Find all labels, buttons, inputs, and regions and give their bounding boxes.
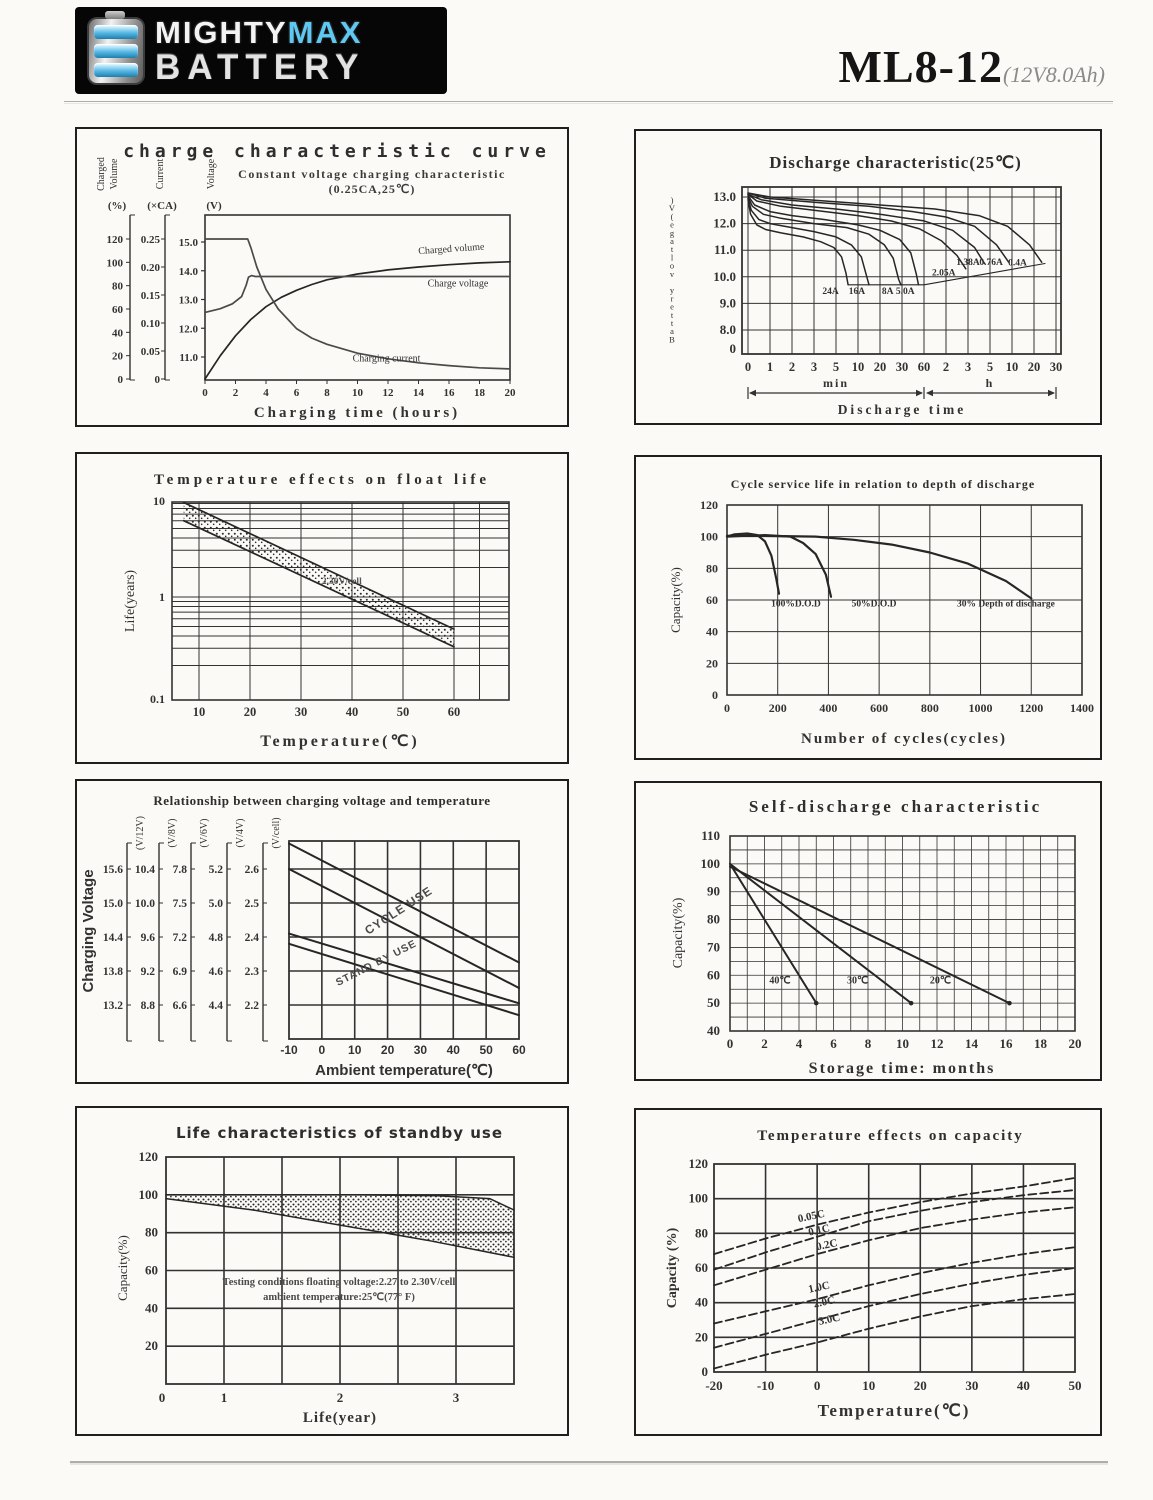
svg-text:20: 20 [112,350,123,363]
chart-title: Relationship between charging voltage and temperature [153,793,491,808]
chart-title: Cycle service life in relation to depth of discharge [730,477,1036,491]
svg-text:20: 20 [873,360,887,374]
svg-text:10.0: 10.0 [134,898,155,910]
svg-text:100%D.O.D: 100%D.O.D [771,599,821,610]
svg-text:(×CA): (×CA) [147,200,177,212]
svg-text:1200: 1200 [1019,701,1044,715]
chart-title: Life characteristics of standby use [175,1124,504,1142]
svg-text:Life(year): Life(year) [302,1410,378,1426]
grid [289,841,519,1039]
svg-text:(V/4V): (V/4V) [235,818,246,848]
svg-text:Capacity(%): Capacity(%) [668,567,683,633]
svg-text:20: 20 [145,1338,158,1354]
svg-text:30: 30 [965,1378,979,1393]
svg-text:0: 0 [813,1378,821,1393]
brand-logo [75,7,447,94]
svg-text:0: 0 [154,374,160,386]
svg-text:12.0: 12.0 [178,323,198,336]
svg-text:0: 0 [158,1390,166,1405]
svg-text:40: 40 [1016,1378,1030,1393]
svg-text:g: g [669,227,675,238]
svg-text:2.05A: 2.05A [932,268,956,279]
svg-text:6: 6 [830,1036,837,1051]
svg-text:Capacity(%): Capacity(%) [115,1235,130,1301]
svg-text:1: 1 [220,1390,228,1405]
svg-text:60: 60 [706,592,718,607]
svg-text:60: 60 [512,1043,526,1057]
svg-text:80: 80 [112,280,123,293]
svg-text:15.0: 15.0 [102,898,123,910]
svg-text:0: 0 [744,360,752,374]
cycle-service-life-chart [636,457,1100,758]
svg-text:Charge voltage: Charge voltage [427,278,489,290]
svg-text:20: 20 [504,387,516,399]
time-axis [748,376,1056,417]
svg-text:0.1: 0.1 [150,692,165,706]
svg-text:1.38A: 1.38A [956,257,980,268]
svg-text:50%D.O.D: 50%D.O.D [851,599,897,610]
svg-text:7.8: 7.8 [172,864,187,876]
chart-title: Discharge characteristic(25℃) [769,153,1022,172]
svg-text:0: 0 [729,341,736,356]
svg-text:3: 3 [964,360,972,374]
grid [742,187,1061,354]
svg-text:2.3: 2.3 [244,966,259,978]
standby-life-chart [77,1108,567,1434]
svg-text:2: 2 [788,360,796,374]
svg-text:30℃: 30℃ [847,975,869,987]
svg-text:600: 600 [870,701,889,715]
svg-text:20: 20 [1027,360,1041,374]
charge-characteristic-chart [77,129,567,425]
discharge-characteristic-chart [636,131,1100,423]
svg-text:a: a [670,326,674,337]
svg-text:r: r [670,293,674,304]
svg-text:2: 2 [761,1036,768,1051]
svg-text:80: 80 [695,1225,708,1241]
svg-text:0.4A: 0.4A [1008,258,1027,269]
svg-text:Capacity (%): Capacity (%) [665,1227,680,1309]
svg-text:2.6: 2.6 [244,864,259,876]
svg-text:Volume: Volume [109,158,120,190]
svg-text:Ambient temperature(℃): Ambient temperature(℃) [315,1062,493,1079]
svg-text:50: 50 [479,1043,493,1057]
svg-text:60: 60 [917,360,931,374]
svg-text:2.0C: 2.0C [812,1294,837,1311]
panel-charge-characteristic [75,127,569,427]
chart-subtitle: Constant voltage charging characteristic [238,167,506,181]
svg-text:(V/8V): (V/8V) [167,818,178,848]
panel-standby-life [75,1106,569,1436]
svg-text:30: 30 [895,360,909,374]
svg-text:Charging time (hours): Charging time (hours) [253,405,461,421]
model-spec: (12V8.0Ah) [1002,62,1105,87]
svg-text:8.8: 8.8 [140,1000,155,1012]
svg-text:2.30V/cell: 2.30V/cell [321,577,362,588]
svg-text:Charging current: Charging current [352,353,421,365]
svg-text:14.4: 14.4 [102,932,123,944]
svg-text:80: 80 [706,561,718,576]
panel-temperature-capacity [634,1108,1102,1436]
svg-text:5: 5 [986,360,994,374]
panel-discharge-characteristic [634,129,1102,425]
svg-text:5.0A: 5.0A [895,287,915,298]
svg-text:15.0: 15.0 [178,237,198,249]
curves [714,1178,1075,1369]
svg-text:4.4: 4.4 [208,1000,223,1012]
svg-text:0: 0 [117,374,123,386]
svg-text:0.05: 0.05 [140,346,160,358]
svg-text:0: 0 [726,1036,734,1051]
svg-text:120: 120 [700,497,718,512]
svg-text:120: 120 [106,234,123,246]
svg-text:Voltage: Voltage [206,158,217,190]
svg-text:11.0: 11.0 [179,352,198,364]
chart-subtitle-2: (0.25CA,25℃) [328,182,416,196]
svg-text:6.6: 6.6 [172,1000,187,1012]
svg-text:8.0: 8.0 [719,322,736,337]
svg-text:Charging Voltage: Charging Voltage [80,869,97,993]
svg-text:0.15: 0.15 [140,290,160,302]
svg-text:0.1C: 0.1C [807,1222,831,1239]
svg-text:Life(years): Life(years) [123,569,138,633]
svg-text:90: 90 [707,883,720,899]
svg-text:-20: -20 [705,1378,723,1393]
svg-text:110: 110 [701,828,720,843]
svg-text:Charged: Charged [96,157,107,191]
svg-text:40: 40 [695,1294,708,1310]
svg-text:0: 0 [712,688,718,702]
svg-text:60: 60 [112,304,123,316]
svg-text:30% Depth of discharge: 30% Depth of discharge [956,599,1055,610]
svg-text:15.6: 15.6 [102,864,123,876]
svg-text:3: 3 [452,1390,460,1405]
svg-text:Temperature(℃): Temperature(℃) [260,733,420,750]
svg-text:V: V [668,203,676,214]
curve-labels [769,976,951,987]
svg-text:t: t [670,244,674,255]
svg-text:9.0: 9.0 [719,295,736,311]
svg-text:2.4: 2.4 [244,932,259,944]
grid [166,1157,514,1384]
svg-text:40: 40 [145,1300,158,1316]
svg-text:0.76A: 0.76A [979,257,1003,268]
charging-voltage-temperature-chart [77,781,567,1082]
svg-text:10: 10 [851,360,865,374]
svg-text:Current: Current [155,158,166,190]
svg-text:3.0C: 3.0C [817,1311,842,1328]
svg-text:e: e [670,301,674,312]
svg-text:60: 60 [447,705,461,719]
footer-divider [70,1461,1108,1463]
svg-text:80: 80 [707,911,720,927]
svg-text:Charged volume: Charged volume [417,241,485,258]
svg-text:10.0: 10.0 [713,268,736,284]
svg-text:60: 60 [145,1262,158,1278]
svg-text:v: v [669,268,675,279]
svg-text:120: 120 [138,1149,158,1164]
self-discharge-chart [636,783,1100,1079]
svg-text:(: ( [670,211,674,222]
svg-text:(V/12V): (V/12V) [135,816,146,850]
svg-text:50: 50 [707,995,720,1011]
svg-text:0: 0 [202,387,208,399]
svg-text:-10: -10 [756,1378,775,1393]
svg-text:0.25: 0.25 [140,234,160,246]
svg-text:1: 1 [766,360,774,374]
svg-text:5.0: 5.0 [208,898,223,910]
svg-text:14.0: 14.0 [178,265,198,278]
svg-text:18: 18 [1034,1036,1047,1051]
svg-text:4.8: 4.8 [208,932,223,944]
svg-text:40: 40 [707,1022,720,1038]
svg-text:0: 0 [724,701,730,715]
float-life-chart [77,454,567,762]
svg-text:Storage time: months: Storage time: months [808,1060,996,1077]
svg-text:4: 4 [795,1036,803,1051]
svg-text:0: 0 [701,1364,708,1379]
svg-text:14: 14 [413,387,424,399]
svg-text:Temperature(℃): Temperature(℃) [817,1401,971,1420]
svg-text:0: 0 [318,1043,326,1057]
svg-text:2: 2 [336,1390,344,1405]
svg-text:20: 20 [706,656,718,671]
svg-text:12: 12 [382,387,394,399]
scales [103,816,282,1041]
svg-text:10: 10 [348,1043,362,1057]
svg-text:10: 10 [153,494,165,508]
svg-text:1000: 1000 [968,701,993,715]
svg-text:30: 30 [413,1043,428,1057]
svg-text:800: 800 [920,701,939,715]
band [184,503,454,647]
svg-text:2.5: 2.5 [244,898,259,910]
svg-text:1: 1 [159,590,165,604]
svg-text:10: 10 [862,1378,876,1393]
svg-text:40: 40 [706,624,718,639]
svg-text:h: h [985,376,995,390]
svg-text:70: 70 [707,939,720,955]
svg-text:10: 10 [192,705,206,719]
svg-text:9.6: 9.6 [140,932,155,944]
svg-text:6.9: 6.9 [172,966,187,978]
svg-text:(V/6V): (V/6V) [199,818,210,848]
svg-text:(%): (%) [107,200,127,212]
svg-text:20: 20 [1068,1036,1082,1051]
svg-text:12: 12 [930,1036,944,1051]
svg-text:2: 2 [232,387,239,399]
svg-text:Testing conditions floating vo: Testing conditions floating voltage:2.27 to 2.30V/cell [222,1277,456,1288]
svg-text:STAND BY USE: STAND BY USE [333,937,419,989]
svg-text:100: 100 [106,257,123,270]
svg-text:(V/cell): (V/cell) [271,817,282,849]
svg-text:8A: 8A [881,287,894,298]
svg-text:10.4: 10.4 [134,864,155,876]
svg-text:7.2: 7.2 [172,932,187,944]
svg-text:13.0: 13.0 [713,189,736,204]
svg-text:20: 20 [243,705,257,719]
svg-text:9.2: 9.2 [140,966,155,978]
panel-cycle-service-life [634,455,1102,760]
svg-text:40: 40 [345,705,359,719]
svg-text:120: 120 [688,1156,708,1171]
svg-text:11.0: 11.0 [713,242,736,258]
svg-text:10: 10 [352,387,363,399]
svg-text:10: 10 [1005,360,1019,374]
battery-icon [87,17,145,85]
svg-text:Discharge time: Discharge time [837,402,967,417]
svg-text:y: y [669,285,675,296]
svg-text:1.0C: 1.0C [807,1279,831,1296]
svg-text:60: 60 [707,967,720,983]
svg-text:t: t [670,318,674,328]
svg-text:a: a [670,236,674,246]
chart-title: Temperature effects on capacity [757,1128,1024,1144]
curve-labels [822,258,1027,297]
svg-text:100: 100 [700,529,718,544]
svg-text:0.2C: 0.2C [814,1237,839,1254]
model-title [839,40,1105,93]
svg-text:100: 100 [700,855,720,871]
svg-text:400: 400 [819,701,838,715]
svg-text:200: 200 [768,701,787,715]
svg-text:Number of cycles(cycles): Number of cycles(cycles) [801,731,1007,747]
svg-text:o: o [669,260,675,271]
svg-text:40: 40 [112,327,123,340]
chart-title: Temperature effects on float life [153,472,491,488]
svg-text:16: 16 [999,1036,1013,1051]
note [223,1277,456,1303]
header-divider [64,101,1113,102]
svg-text:100: 100 [688,1190,708,1206]
svg-text:min: min [822,376,850,390]
svg-text:60: 60 [695,1260,708,1275]
svg-text:4: 4 [263,387,269,399]
svg-text:0.20: 0.20 [140,262,160,274]
svg-text:40: 40 [446,1043,460,1057]
svg-text:50: 50 [396,705,410,719]
svg-text:18: 18 [474,387,485,399]
curve-labels [771,599,1055,609]
svg-text:B: B [669,334,675,345]
svg-text:0.05C: 0.05C [796,1207,826,1226]
svg-text:13.8: 13.8 [102,966,123,978]
svg-text:4.6: 4.6 [208,966,223,978]
panel-float-life [75,452,569,764]
svg-text:20: 20 [380,1043,395,1057]
svg-text:8: 8 [324,387,330,399]
svg-text:30: 30 [1049,360,1063,374]
logo-mighty: MIGHTY [155,14,288,50]
svg-text:20℃: 20℃ [929,975,952,987]
svg-text:-10: -10 [280,1043,298,1057]
svg-text:20: 20 [695,1329,708,1345]
chart-title: Self-discharge characteristic [748,797,1043,816]
svg-text:80: 80 [145,1224,158,1240]
svg-text:14: 14 [965,1036,978,1051]
svg-text:2.2: 2.2 [244,1000,259,1012]
svg-text:12.0: 12.0 [713,215,736,231]
temperature-capacity-chart [636,1110,1100,1434]
svg-text:16: 16 [443,387,455,399]
svg-text:5: 5 [832,360,840,374]
curves [748,193,1045,285]
svg-text:3: 3 [810,360,818,374]
curve-labels [353,242,489,365]
svg-text:8: 8 [864,1036,872,1051]
svg-text:Capacity(%): Capacity(%) [671,897,686,969]
svg-text:10: 10 [896,1036,909,1051]
svg-text:5.2: 5.2 [208,864,223,876]
logo-text [155,14,366,87]
svg-text:t: t [670,309,674,320]
svg-text:6: 6 [293,387,300,399]
svg-text:): ) [670,195,674,205]
grid [730,836,1075,1031]
svg-text:2: 2 [942,360,950,374]
panel-self-discharge [634,781,1102,1081]
svg-text:7.5: 7.5 [172,898,187,910]
svg-text:30: 30 [294,705,308,719]
svg-text:16A: 16A [848,287,866,298]
svg-text:1400: 1400 [1069,701,1094,715]
svg-text:e: e [670,219,674,230]
panel-charging-voltage-temperature [75,779,569,1084]
svg-text:CYCLE USE: CYCLE USE [362,883,435,938]
chart-title: charge characteristic curve [123,141,551,162]
svg-text:l: l [670,252,674,263]
svg-text:13.0: 13.0 [178,294,198,307]
svg-text:24A: 24A [822,287,839,298]
model-number: ML8-12 [838,41,1003,92]
svg-text:13.2: 13.2 [102,1000,123,1012]
svg-text:50: 50 [1068,1378,1082,1393]
svg-text:100: 100 [138,1186,158,1202]
logo-battery: BATTERY [155,47,366,87]
logo-max: MAX [287,14,363,50]
svg-text:40℃: 40℃ [769,975,791,987]
svg-text:(V): (V) [206,200,222,212]
svg-text:20: 20 [913,1378,927,1393]
svg-text:0.10: 0.10 [140,318,160,330]
svg-text:ambient temperature:25℃(77° F): ambient temperature:25℃(77° F) [263,1292,415,1303]
